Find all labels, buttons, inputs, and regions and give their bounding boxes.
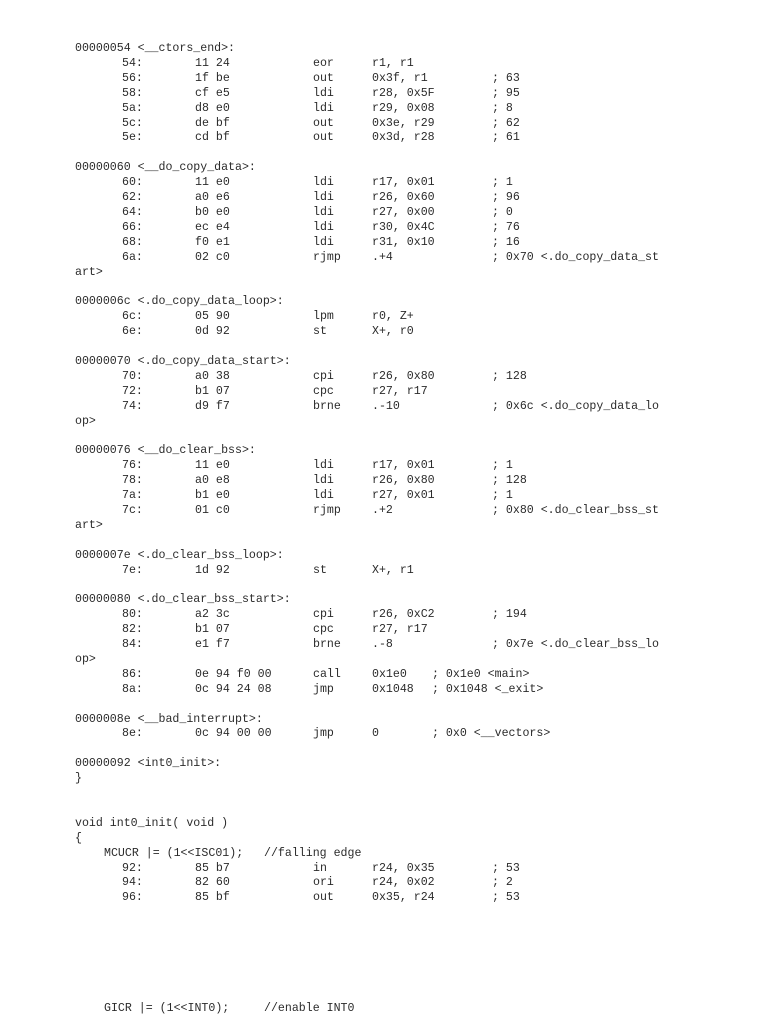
instruction-address: 54:	[122, 56, 143, 70]
instruction-address: 76:	[122, 459, 143, 473]
symbol-label	[75, 757, 745, 772]
instruction-bytes: 0c 94 24 08	[195, 682, 272, 696]
instruction-bytes: b1 07	[195, 384, 230, 398]
instruction-operands: r1, r1	[372, 56, 414, 70]
instruction-comment: ; 53	[492, 861, 520, 875]
instruction-row	[75, 608, 745, 623]
instruction-address: 60:	[122, 176, 143, 190]
instruction-mnemonic: eor	[313, 56, 334, 70]
instruction-comment: ; 61	[492, 131, 520, 145]
source-line	[75, 1002, 745, 1017]
instruction-comment: ; 194	[492, 608, 527, 622]
instruction-comment: ; 0x6c <.do_copy_data_lo	[492, 399, 659, 413]
instruction-mnemonic: brne	[313, 399, 341, 413]
instruction-bytes: 11 e0	[195, 459, 230, 473]
instruction-mnemonic: ldi	[313, 489, 334, 502]
instruction-mnemonic: st	[313, 325, 327, 339]
instruction-mnemonic: ldi	[313, 176, 334, 190]
source-line	[75, 772, 745, 787]
instruction-row	[75, 891, 745, 906]
symbol-label-text: 00000092 <int0_init>:	[75, 757, 222, 771]
instruction-operands: r27, 0x01	[372, 489, 435, 502]
instruction-operands: r17, 0x01	[372, 459, 435, 473]
instruction-address: 6e:	[122, 325, 143, 339]
instruction-bytes: d9 f7	[195, 399, 230, 413]
instruction-address: 5e:	[122, 131, 143, 145]
instruction-address: 8a:	[122, 682, 143, 696]
instruction-mnemonic: ldi	[313, 101, 334, 115]
instruction-mnemonic: ldi	[313, 235, 334, 249]
instruction-bytes: cf e5	[195, 86, 230, 100]
symbol-label	[75, 161, 745, 176]
instruction-row	[75, 72, 745, 87]
instruction-bytes: b1 e0	[195, 489, 230, 502]
instruction-bytes: 85 b7	[195, 861, 230, 875]
instruction-comment: ; 62	[492, 116, 520, 130]
instruction-mnemonic: ldi	[313, 474, 334, 488]
symbol-label-text: 0000007e <.do_clear_bss_loop>:	[75, 548, 284, 562]
instruction-address: 74:	[122, 399, 143, 413]
instruction-operands: r31, 0x10	[372, 235, 435, 249]
symbol-label-text: 00000080 <.do_clear_bss_start>:	[75, 593, 291, 607]
instruction-comment: ; 16	[492, 235, 520, 249]
instruction-row	[75, 504, 745, 519]
source-statement: GICR |= (1<<INT0); //enable INT0	[104, 1002, 355, 1015]
instruction-address: 80:	[122, 608, 143, 622]
instruction-bytes: 11 e0	[195, 176, 230, 190]
instruction-comment: ; 63	[492, 71, 520, 85]
function-signature: void int0_init( void )	[75, 816, 229, 830]
instruction-operands: r24, 0x35	[372, 861, 435, 875]
instruction-bytes: d8 e0	[195, 101, 230, 115]
instruction-operands: r0, Z+	[372, 310, 414, 324]
instruction-mnemonic: ldi	[313, 86, 334, 100]
instruction-bytes: 05 90	[195, 310, 230, 324]
instruction-bytes: b0 e0	[195, 205, 230, 219]
instruction-operands: X+, r0	[372, 325, 414, 339]
instruction-operands: 0x35, r24	[372, 891, 435, 905]
source-line	[75, 847, 745, 862]
instruction-mnemonic: cpi	[313, 608, 334, 622]
instruction-mnemonic: out	[313, 71, 334, 85]
instruction-row	[75, 176, 745, 191]
symbol-label	[75, 549, 745, 564]
instruction-address: 82:	[122, 623, 143, 637]
instruction-operands: r17, 0x01	[372, 176, 435, 190]
instruction-comment: ; 0x1e0 <main>	[432, 667, 530, 681]
instruction-bytes: b1 07	[195, 623, 230, 637]
instruction-row	[75, 400, 745, 415]
instruction-mnemonic: rjmp	[313, 250, 341, 264]
instruction-operands: X+, r1	[372, 563, 414, 577]
instruction-operands: 0	[372, 727, 379, 741]
instruction-mnemonic: out	[313, 891, 334, 905]
instruction-operands: r26, 0xC2	[372, 608, 435, 622]
instruction-comment: ; 0x7e <.do_clear_bss_lo	[492, 638, 659, 651]
instruction-address: 96:	[122, 891, 143, 905]
instruction-row	[75, 564, 745, 579]
instruction-comment: ; 0x70 <.do_copy_data_st	[492, 250, 659, 264]
instruction-mnemonic: ldi	[313, 205, 334, 219]
instruction-mnemonic: st	[313, 563, 327, 577]
instruction-row	[75, 459, 745, 474]
symbol-label-text: 00000076 <__do_clear_bss>:	[75, 444, 256, 458]
wrapped-comment	[75, 519, 745, 534]
instruction-row	[75, 221, 745, 236]
instruction-bytes: 01 c0	[195, 503, 230, 517]
wrapped-comment-text: art>	[75, 518, 103, 532]
instruction-row	[75, 131, 745, 146]
instruction-bytes: 1d 92	[195, 563, 230, 577]
instruction-mnemonic: cpc	[313, 623, 334, 637]
instruction-row	[75, 117, 745, 132]
instruction-row	[75, 236, 745, 251]
instruction-address: 6c:	[122, 310, 143, 324]
instruction-operands: .+4	[372, 250, 393, 264]
instruction-row	[75, 370, 745, 385]
instruction-bytes: 02 c0	[195, 250, 230, 264]
instruction-operands: 0x3f, r1	[372, 71, 428, 85]
instruction-operands: r26, 0x80	[372, 369, 435, 383]
instruction-address: 68:	[122, 235, 143, 249]
instruction-operands: r28, 0x5F	[372, 86, 435, 100]
instruction-mnemonic: brne	[313, 638, 341, 651]
instruction-comment: ; 0x80 <.do_clear_bss_st	[492, 503, 659, 517]
instruction-operands: 0x3e, r29	[372, 116, 435, 130]
wrapped-comment	[75, 266, 745, 281]
instruction-address: 62:	[122, 191, 143, 204]
instruction-address: 58:	[122, 86, 143, 100]
instruction-mnemonic: lpm	[313, 310, 334, 324]
instruction-mnemonic: cpc	[313, 384, 334, 398]
instruction-mnemonic: ldi	[313, 220, 334, 234]
instruction-comment: ; 0	[492, 205, 513, 219]
open-brace: {	[75, 831, 82, 845]
instruction-operands: 0x1048	[372, 682, 414, 696]
instruction-mnemonic: jmp	[313, 727, 334, 741]
instruction-comment: ; 0x1048 <_exit>	[432, 682, 544, 696]
instruction-row	[75, 489, 745, 504]
instruction-operands: r26, 0x80	[372, 474, 435, 488]
symbol-label	[75, 444, 745, 459]
instruction-operands: .+2	[372, 503, 393, 517]
wrapped-comment	[75, 415, 745, 430]
instruction-address: 7e:	[122, 563, 143, 577]
instruction-operands: r24, 0x02	[372, 876, 435, 890]
instruction-comment: ; 128	[492, 474, 527, 488]
instruction-bytes: a0 e8	[195, 474, 230, 488]
instruction-address: 5a:	[122, 101, 143, 115]
instruction-mnemonic: ldi	[313, 459, 334, 473]
instruction-address: 8e:	[122, 727, 143, 741]
instruction-comment: ; 76	[492, 220, 520, 234]
instruction-bytes: a0 38	[195, 369, 230, 383]
instruction-comment: ; 53	[492, 891, 520, 905]
source-line	[75, 817, 745, 832]
symbol-label	[75, 42, 745, 57]
instruction-operands: r27, 0x00	[372, 205, 435, 219]
instruction-row	[75, 87, 745, 102]
instruction-row	[75, 668, 745, 683]
instruction-row	[75, 206, 745, 221]
instruction-row	[75, 638, 745, 653]
instruction-comment: ; 1	[492, 489, 513, 502]
instruction-row	[75, 862, 745, 877]
instruction-operands: r27, r17	[372, 384, 428, 398]
instruction-bytes: a0 e6	[195, 191, 230, 204]
instruction-comment: ; 0x0 <__vectors>	[432, 727, 551, 741]
instruction-operands: r30, 0x4C	[372, 220, 435, 234]
instruction-bytes: 85 bf	[195, 891, 230, 905]
symbol-label-text: 0000008e <__bad_interrupt>:	[75, 712, 263, 726]
instruction-row	[75, 102, 745, 117]
instruction-mnemonic: ori	[313, 876, 334, 890]
instruction-address: 7a:	[122, 489, 143, 502]
symbol-label-text: 00000070 <.do_copy_data_start>:	[75, 354, 291, 368]
instruction-operands: r29, 0x08	[372, 101, 435, 115]
instruction-address: 72:	[122, 384, 143, 398]
instruction-mnemonic: rjmp	[313, 503, 341, 517]
instruction-address: 78:	[122, 474, 143, 488]
instruction-comment: ; 2	[492, 876, 513, 890]
instruction-row	[75, 474, 745, 489]
instruction-row	[75, 251, 745, 266]
instruction-mnemonic: out	[313, 116, 334, 130]
instruction-bytes: cd bf	[195, 131, 230, 145]
instruction-address: 94:	[122, 876, 143, 890]
instruction-row	[75, 727, 745, 742]
instruction-operands: 0x3d, r28	[372, 131, 435, 145]
instruction-mnemonic: ldi	[313, 191, 334, 204]
instruction-address: 5c:	[122, 116, 143, 130]
instruction-address: 70:	[122, 369, 143, 383]
symbol-label	[75, 295, 745, 310]
symbol-label-text: 00000054 <__ctors_end>:	[75, 42, 236, 55]
instruction-address: 92:	[122, 861, 143, 875]
instruction-bytes: 0c 94 00 00	[195, 727, 272, 741]
instruction-bytes: 82 60	[195, 876, 230, 890]
instruction-row	[75, 57, 745, 72]
symbol-label	[75, 355, 745, 370]
instruction-comment: ; 1	[492, 459, 513, 473]
instruction-address: 6a:	[122, 250, 143, 264]
instruction-comment: ; 8	[492, 101, 513, 115]
instruction-bytes: 0e 94 f0 00	[195, 667, 272, 681]
instruction-comment: ; 95	[492, 86, 520, 100]
symbol-label-text: 00000060 <__do_copy_data>:	[75, 161, 256, 175]
source-line-text: }	[75, 772, 82, 786]
wrapped-comment-text: op>	[75, 652, 96, 666]
wrapped-comment-text: art>	[75, 265, 103, 279]
instruction-bytes: ec e4	[195, 220, 230, 234]
instruction-mnemonic: in	[313, 861, 327, 875]
instruction-row	[75, 310, 745, 325]
symbol-label	[75, 713, 745, 728]
instruction-mnemonic: call	[313, 667, 341, 681]
instruction-mnemonic: jmp	[313, 682, 334, 696]
instruction-bytes: e1 f7	[195, 638, 230, 651]
instruction-operands: .-10	[372, 399, 400, 413]
instruction-bytes: f0 e1	[195, 235, 230, 249]
instruction-bytes: de bf	[195, 116, 230, 130]
instruction-address: 66:	[122, 220, 143, 234]
instruction-operands: .-8	[372, 638, 393, 651]
instruction-row	[75, 876, 745, 891]
instruction-bytes: 0d 92	[195, 325, 230, 339]
instruction-bytes: 11 24	[195, 56, 230, 70]
instruction-address: 84:	[122, 638, 143, 651]
instruction-row	[75, 623, 745, 638]
instruction-address: 64:	[122, 205, 143, 219]
instruction-row	[75, 191, 745, 206]
instruction-operands: r27, r17	[372, 623, 428, 637]
symbol-label	[75, 593, 745, 608]
wrapped-comment	[75, 653, 745, 668]
source-statement: MCUCR |= (1<<ISC01); //falling edge	[104, 846, 362, 860]
instruction-operands: 0x1e0	[372, 667, 407, 681]
instruction-bytes: 1f be	[195, 71, 230, 85]
source-line	[75, 832, 745, 847]
instruction-mnemonic: cpi	[313, 369, 334, 383]
wrapped-comment-text: op>	[75, 414, 96, 428]
symbol-label-text: 0000006c <.do_copy_data_loop>:	[75, 295, 284, 309]
instruction-operands: r26, 0x60	[372, 191, 435, 204]
instruction-mnemonic: out	[313, 131, 334, 145]
instruction-comment: ; 96	[492, 191, 520, 204]
instruction-row	[75, 385, 745, 400]
instruction-row	[75, 325, 745, 340]
instruction-comment: ; 1	[492, 176, 513, 190]
instruction-address: 7c:	[122, 503, 143, 517]
instruction-comment: ; 128	[492, 369, 527, 383]
instruction-bytes: a2 3c	[195, 608, 230, 622]
instruction-row	[75, 683, 745, 698]
instruction-address: 56:	[122, 71, 143, 85]
instruction-address: 86:	[122, 667, 143, 681]
